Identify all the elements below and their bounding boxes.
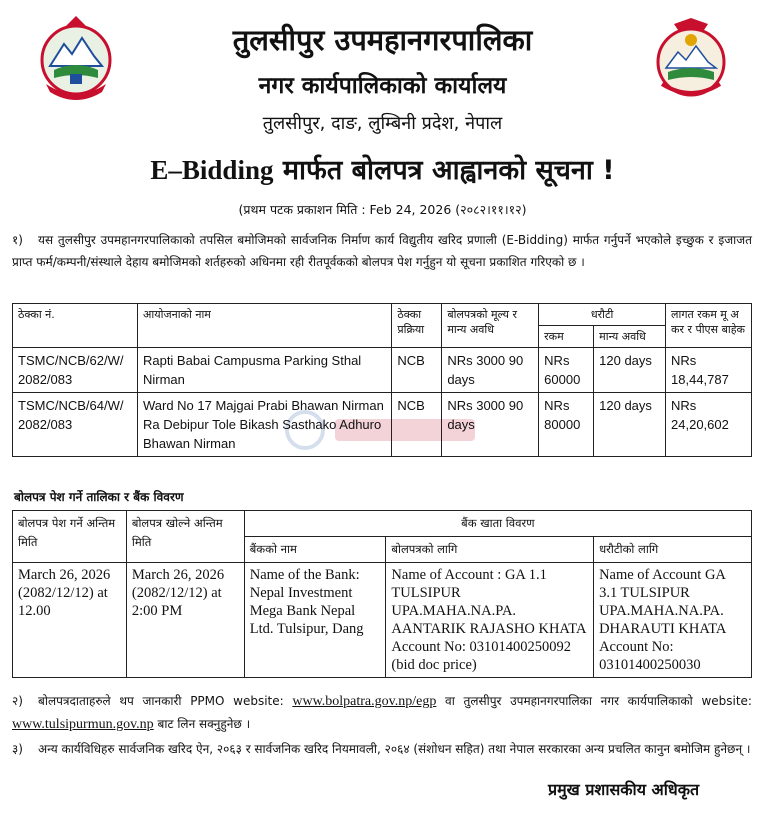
header-for-deposit: धरौटीको लागि: [594, 537, 752, 563]
contract-no-cell: TSMC/NCB/64/W/ 2082/083: [13, 393, 138, 457]
header-bank-details: बैंक खाता विवरण: [244, 511, 751, 537]
header-bank-name: बैंकको नाम: [244, 537, 386, 563]
deposit-amount-cell: NRs 60000: [539, 348, 594, 393]
submit-deadline-cell: March 26, 2026 (2082/12/12) at 12.00: [13, 563, 127, 678]
header-cost: लागत रकम मू अ कर र पीएस बाहेक: [666, 304, 752, 348]
deposit-validity-cell: 120 days: [594, 348, 666, 393]
paragraph-1-number: १): [12, 233, 23, 247]
bid-account-cell: Name of Account : GA 1.1 TULSIPUR UPA.MAHA.NA.PA. AANTARIK RAJASHO KHATA Account No: 03101400250092 (bid doc price): [386, 563, 594, 678]
project-name-cell: Rapti Babai Campusma Parking Sthal Nirman: [137, 348, 391, 393]
header-deposit-validity: मान्य अवधि: [594, 326, 666, 348]
header-submit-deadline: बोलपत्र पेश गर्ने अन्तिम मिति: [13, 511, 127, 563]
deposit-amount-cell: NRs 80000: [539, 393, 594, 457]
paragraph-2-number: २): [12, 694, 23, 708]
municipality-website-link[interactable]: www.tulsipurmun.gov.np: [12, 717, 154, 732]
notice-title: [0, 150, 765, 187]
bank-name-cell: Name of the Bank: Nepal Investment Mega Bank Nepal Ltd. Tulsipur, Dang: [244, 563, 386, 678]
opening-date-cell: March 26, 2026 (2082/12/12) at 2:00 PM: [126, 563, 244, 678]
cost-cell: NRs 24,20,602: [666, 393, 752, 457]
office-name: नगर कार्यपालिकाको कार्यालय: [258, 73, 507, 99]
schedule-table: [12, 510, 752, 678]
table-row: [13, 393, 752, 457]
table-row: [13, 348, 752, 393]
process-cell: NCB: [392, 348, 442, 393]
header-bid-price: बोलपत्रको मूल्य र मान्य अवधि: [442, 304, 539, 348]
header-deposit-amount: रकम: [539, 326, 594, 348]
schedule-table-header-row: [13, 511, 752, 537]
paragraph-3-number: ३): [12, 742, 23, 756]
deposit-account-cell: Name of Account GA 3.1 TULSIPUR UPA.MAHA.NA.PA. DHARAUTI KHATA Account No: 03101400250030: [594, 563, 752, 678]
bid-price-cell: NRs 3000 90 days: [442, 393, 539, 457]
header-for-bid: बोलपत्रको लागि: [386, 537, 594, 563]
table-row: [13, 563, 752, 678]
notice-title-latin: E–Bidding: [150, 155, 274, 185]
paragraph-2-text-a: बोलपत्रदाताहरुले थप जानकारी PPMO website:: [38, 694, 293, 708]
paragraph-2-text-c: बाट लिन सक्नुहुनेछ ।: [153, 717, 251, 731]
ppmo-website-link[interactable]: www.bolpatra.gov.np/egp: [292, 694, 437, 709]
paragraph-2: [12, 690, 752, 736]
header-opening-date: बोलपत्र खोल्ने अन्तिम मिति: [126, 511, 244, 563]
process-cell: NCB: [392, 393, 442, 457]
schedule-table-label: बोलपत्र पेश गर्ने तालिका र बैंक विवरण: [14, 490, 184, 504]
office-address: तुलसीपुर, दाङ, लुम्बिनी प्रदेश, नेपाल: [262, 113, 503, 134]
paragraph-2-text-b: वा तुलसीपुर उपमहानगरपालिका नगर कार्यपालिकाको website:: [436, 694, 752, 708]
bid-price-cell: NRs 3000 90 days: [442, 348, 539, 393]
header-deposit: धरौटी: [539, 304, 666, 326]
paragraph-3-text: अन्य कार्यविधिहरु सार्वजनिक खरिद ऐन, २०६३ र सार्वजनिक खरिद नियमावली, २०६४ (संशोधन सहित) तथा नेपाल सरकारका अन्य प्रचलित कानुन बमोजिम हुनेछन् ।: [38, 742, 751, 756]
header-process: ठेक्का प्रक्रिया: [392, 304, 442, 348]
paragraph-1-text: यस तुलसीपुर उपमहानगरपालिकाको तपसिल बमोजिमको सार्वजनिक निर्माण कार्य विद्युतीय खरिद प्रणाली (E-Bidding) मार्फत गर्नुपर्ने भएकोले इच्छुक र इजाजत प्राप्त फर्म/कम्पनी/संस्थाले देहाय बमोजिमको शर्तहरुको अधिनमा रही रीतपूर्वकको बोलपत्र पेश गर्नुहुन यो सूचना प्रकाशित गरिएको छ ।: [12, 233, 752, 269]
contract-no-cell: TSMC/NCB/62/W/ 2082/083: [13, 348, 138, 393]
signature-title: प्रमुख प्रशासकीय अधिकृत: [548, 780, 700, 799]
header-contract-no: ठेक्का नं.: [13, 304, 138, 348]
header-project-name: आयोजनाको नाम: [137, 304, 391, 348]
paragraph-1: [12, 229, 752, 273]
publication-date: (प्रथम पटक प्रकाशन मिति : Feb 24, 2026 (२०८२।११।१२): [238, 202, 527, 217]
municipality-name: तुलसीपुर उपमहानगरपालिका: [232, 23, 533, 57]
project-name-cell: Ward No 17 Majgai Prabi Bhawan Nirman Ra Debipur Tole Bikash Sasthako Adhuro Bhawan Nirman: [137, 393, 391, 457]
contracts-table: [12, 303, 752, 457]
contracts-table-header-row: [13, 304, 752, 326]
cost-cell: NRs 18,44,787: [666, 348, 752, 393]
deposit-validity-cell: 120 days: [594, 393, 666, 457]
notice-title-rest: मार्फत बोलपत्र आह्वानको सूचना !: [273, 155, 615, 186]
paragraph-3: [12, 738, 752, 760]
